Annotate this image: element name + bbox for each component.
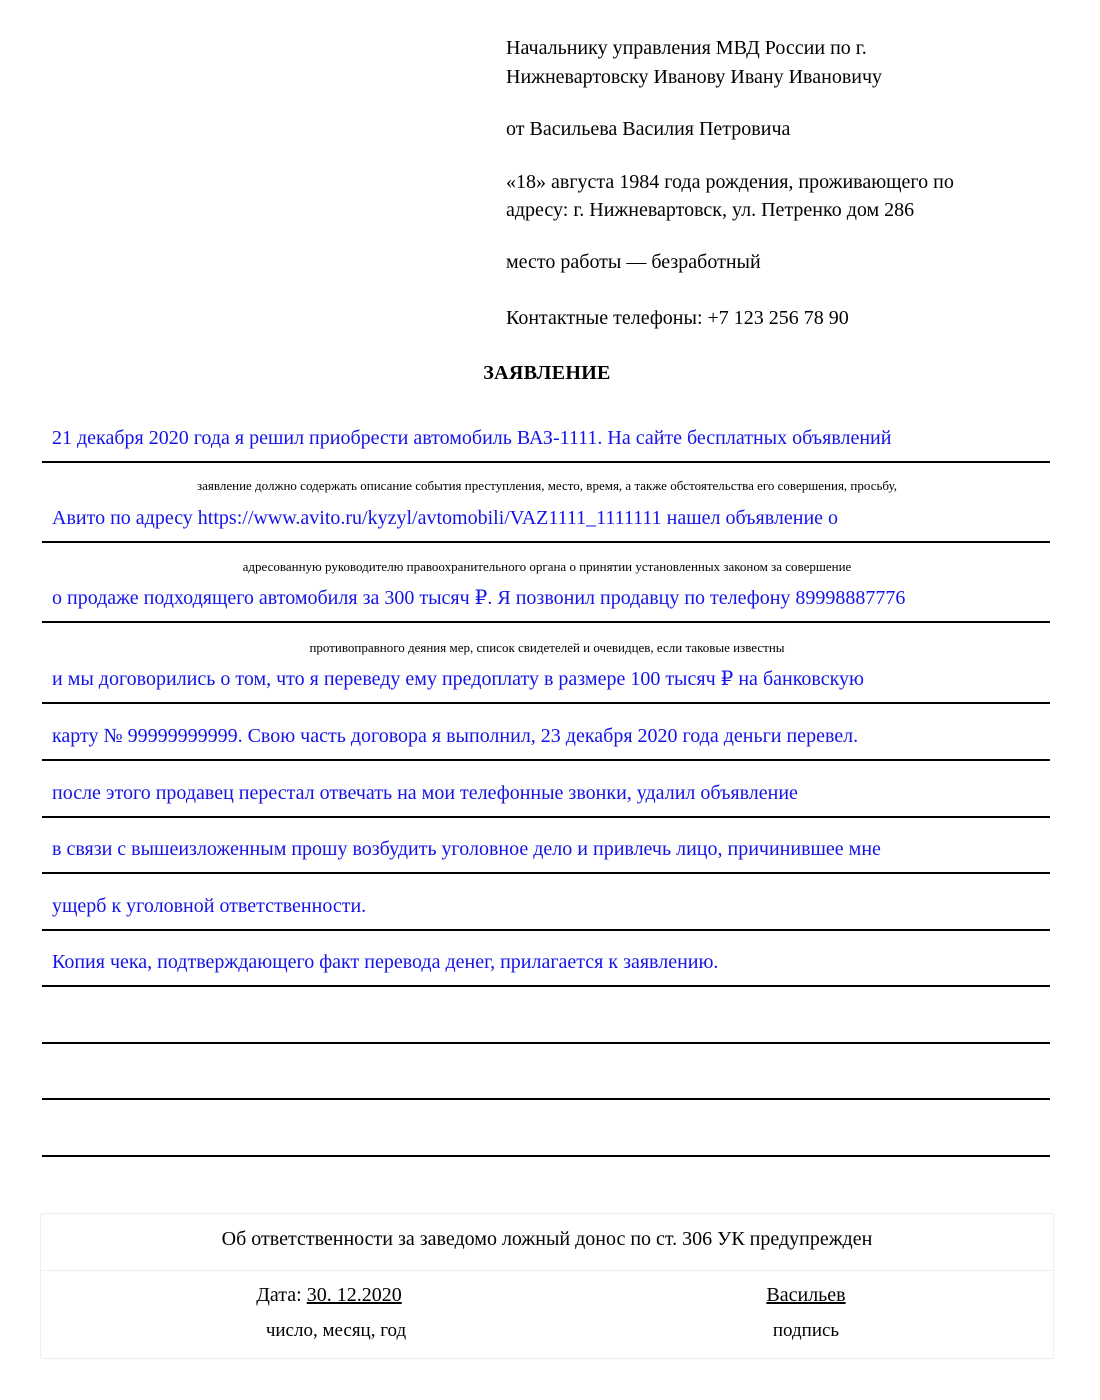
statement-line bbox=[42, 760, 1050, 818]
statement-text: ущерб к уголовной ответственности. bbox=[52, 895, 367, 917]
statement-line bbox=[42, 817, 1050, 874]
instruction-hint: противоправного деяния мер, список свидетелей и очевидцев, если таковые известны bbox=[309, 640, 785, 655]
statement-line bbox=[42, 542, 1050, 623]
applicant-from: от Васильева Василия Петровича bbox=[506, 118, 791, 140]
statement-line bbox=[42, 462, 1050, 543]
signature-table bbox=[40, 1213, 1054, 1359]
statement-text: о продаже подходящего автомобиля за 300 тысяч ₽. Я позвонил продавцу по телефону 89998887776 bbox=[52, 587, 906, 609]
statement-text: после этого продавец перестал отвечать на мои телефонные звонки, удалил объявление bbox=[52, 782, 798, 804]
statement-line bbox=[42, 622, 1050, 704]
signature-value: Васильев bbox=[766, 1284, 846, 1306]
statement-text: карту № 99999999999. Свою часть договора я выполнил, 23 декабря 2020 года деньги перевел. bbox=[52, 725, 859, 747]
birth-line-1: «18» августа 1984 года рождения, проживающего по bbox=[506, 171, 954, 193]
statement-text: и мы договорились о том, что я переведу ему предоплату в размере 100 тысяч ₽ на банковскую bbox=[52, 668, 864, 690]
instruction-hint: заявление должно содержать описание события преступления, место, время, а также обстоятельства его совершения, просьбу, bbox=[197, 478, 897, 493]
statement-line bbox=[42, 930, 1050, 987]
statement-line bbox=[42, 703, 1050, 761]
statement-text: 21 декабря 2020 года я решил приобрести автомобиль ВАЗ-1111. На сайте бесплатных объявлений bbox=[52, 427, 892, 449]
date-value: 30. 12.2020 bbox=[306, 1284, 402, 1306]
table-divider bbox=[41, 1270, 1053, 1271]
statement-text: в связи с вышеизложенным прошу возбудить уголовное дело и привлечь лицо, причинившее мне bbox=[52, 838, 881, 860]
statement-line bbox=[42, 986, 1050, 1044]
statement-line bbox=[42, 1099, 1050, 1157]
statement-text: Авито по адресу https://www.avito.ru/kyzyl/avtomobili/VAZ1111_1111111 нашел объявление о bbox=[52, 507, 839, 529]
date-field bbox=[41, 1284, 617, 1307]
statement-text: Копия чека, подтверждающего факт перевода денег, прилагается к заявлению. bbox=[52, 951, 719, 973]
instruction-hint: адресованную руководителю правоохранительного органа о принятии установленных законом за совершение bbox=[242, 559, 852, 574]
workplace: место работы — безработный bbox=[506, 251, 761, 273]
date-label: Дата: bbox=[256, 1284, 307, 1306]
recipient-line-1: Начальнику управления МВД России по г. bbox=[506, 37, 867, 59]
statement-line bbox=[42, 405, 1050, 463]
signature-caption: подпись bbox=[772, 1320, 840, 1341]
false-report-warning: Об ответственности за заведомо ложный донос по ст. 306 УК предупрежден bbox=[221, 1228, 873, 1250]
document-title: ЗАЯВЛЕНИЕ bbox=[483, 362, 611, 384]
contact-phones: Контактные телефоны: +7 123 256 78 90 bbox=[506, 307, 849, 329]
statement-line bbox=[42, 1043, 1050, 1100]
date-caption: число, месяц, год bbox=[265, 1320, 407, 1341]
statement-line bbox=[42, 873, 1050, 931]
recipient-line-2: Нижневартовску Иванову Ивану Ивановичу bbox=[506, 66, 883, 88]
birth-line-2: адресу: г. Нижневартовск, ул. Петренко дом 286 bbox=[506, 199, 915, 221]
